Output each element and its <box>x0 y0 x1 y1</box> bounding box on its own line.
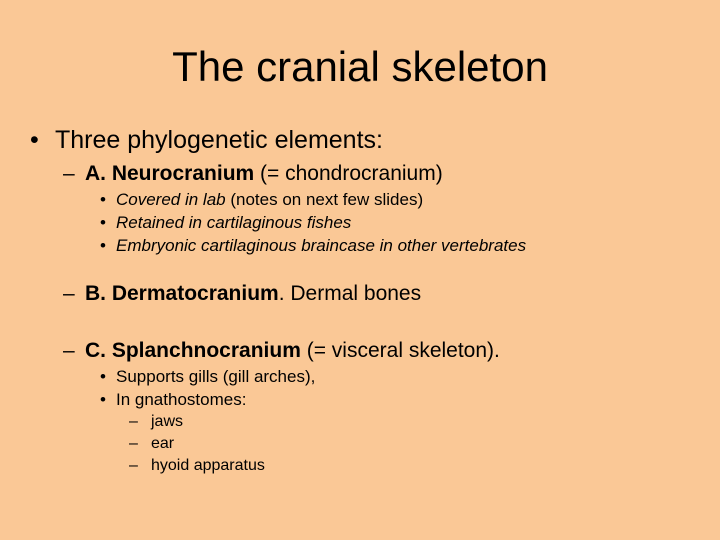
section-c-text <box>85 338 500 364</box>
subitem-text: jaws <box>151 413 184 430</box>
dash-marker: – <box>63 162 75 185</box>
bullet-marker: • <box>100 236 106 255</box>
section-c-rest: (= visceral skeleton). <box>300 339 500 362</box>
intro-text: Three phylogenetic elements: <box>55 126 383 154</box>
section-b-label: B. Dermatocranium <box>85 282 279 305</box>
slide-title: The cranial skeleton <box>172 43 548 90</box>
section-a-label: A. Neurocranium <box>85 162 255 185</box>
section-b-rest: . Dermal bones <box>278 282 422 305</box>
bullet-marker: • <box>100 390 106 409</box>
bullet-marker: • <box>100 213 106 232</box>
section-a-rest: (= chondrocranium) <box>254 162 443 185</box>
bullet-marker: • <box>30 126 39 154</box>
bullet-marker: • <box>100 190 106 209</box>
bullet-marker: • <box>100 367 106 386</box>
section-a-item-text: Retained in cartilaginous fishes <box>116 213 352 232</box>
dash-marker: – <box>63 339 75 362</box>
section-a-item-text: Embryonic cartilaginous braincase in other vertebrates <box>116 236 527 255</box>
item-lead: Covered in lab <box>116 190 226 209</box>
section-c-item-text: In gnathostomes: <box>116 390 247 409</box>
dash-marker: – <box>129 413 138 430</box>
dash-marker: – <box>63 282 75 305</box>
section-c-item-text: Supports gills (gill arches), <box>116 367 316 386</box>
subitem-text: ear <box>151 435 175 452</box>
dash-marker: – <box>129 457 138 474</box>
section-b-text <box>85 281 421 307</box>
section-c-label: C. Splanchnocranium <box>85 339 301 362</box>
subitem-text: hyoid apparatus <box>151 457 265 474</box>
section-a-text <box>85 161 443 187</box>
item-tail: (notes on next few slides) <box>225 190 424 209</box>
section-a-item-text <box>116 189 423 211</box>
dash-marker: – <box>129 435 138 452</box>
